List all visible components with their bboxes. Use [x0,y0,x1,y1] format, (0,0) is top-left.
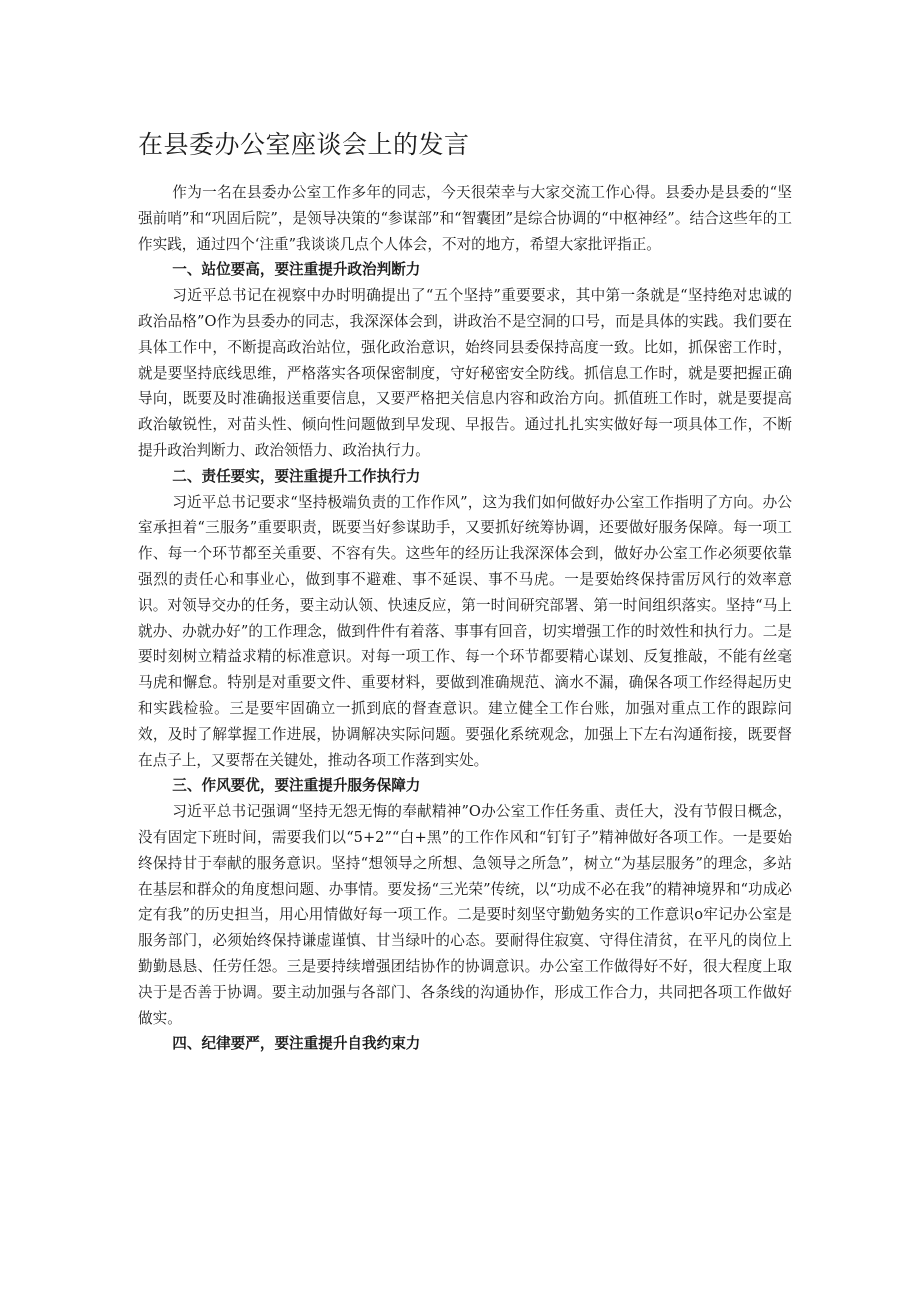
section-4-heading: 四、纪律要严，要注重提升自我约束力 [172,1035,421,1053]
document-title: 在县委办公室座谈会上的发言 [138,130,470,159]
section-1-heading: 一、站位要高，要注重提升政治判断力 [172,261,421,279]
section-3-paragraph: 习近平总书记强调“坚持无怨无悔的奉献精神”O办公室工作任务重、责任大，没有节假日概念，没有固定下班时间，需要我们以“5+2”“白+黑”的工作作风和“钉钉子”精神做好各项工作。一是要始终保持甘于奉献的服务意识。坚持“想领导之所想、急领导之所急”，树立“为基层服务”的理念，多站在基层和群众的角度想问题、办事情。要发扬“三光荣”传统，以“功成不必在我”的精神境界和“功成必定有我”的历史担当，用心用情做好每一项工作。二是要时刻坚守勤勉务实的工作意识o牢记办公室是服务部门，必须始终保持谦虚谨慎、甘当绿叶的心态。要耐得住寂寞、守得住清贫，在平凡的岗位上勤勤恳恳、任劳任怨。三是要持续增强团结协作的协调意识。办公室工作做得好不好，很大程度上取决于是否善于协调。要主动加强与各部门、各条线的沟通协作，形成工作合力，共同把各项工作做好做实。 [138,803,792,1027]
intro-paragraph: 作为一名在县委办公室工作多年的同志，今天很荣幸与大家交流工作心得。县委办是县委的“坚强前哨”和“巩固后院”，是领导决策的“参谋部”和“智囊团”是综合协调的“中枢神经”。结合这些年的工作实践，通过四个‘注重”我谈谈几点个人体会，不对的地方，希望大家批评指正。 [138,184,792,253]
section-2-paragraph: 习近平总书记要求“坚持极端负责的工作作风”，这为我们如何做好办公室工作指明了方向。办公室承担着“三服务”重要职责，既要当好参谋助手，又要抓好统筹协调，还要做好服务保障。每一项工作、每一个环节都至关重要、不容有失。这些年的经历让我深深体会到，做好办公室工作必须要依靠强烈的责任心和事业心，做到事不避难、事不延误、事不马虎。一是要始终保持雷厉风行的效率意识。对领导交办的任务，要主动认领、快速反应，第一时间研究部署、第一时间组织落实。坚持“马上就办、办就办好”的工作理念，做到件件有着落、事事有回音，切实增强工作的时效性和执行力。二是要时刻树立精益求精的标准意识。对每一项工作、每一个环节都要精心谋划、反复推敲，不能有丝毫马虎和懈怠。特别是对重要文件、重要材料，要做到准确规范、滴水不漏，确保各项工作经得起历史和实践检验。三是要牢固确立一抓到底的督查意识。建立健全工作台账，加强对重点工作的跟踪问效，及时了解掌握工作进展，协调解决实际问题。要强化系统观念，加强上下左右沟通衔接，既要督在点子上，又要帮在关键处，推动各项工作落到实处。 [138,493,792,769]
section-2-heading: 二、责任要实，要注重提升工作执行力 [172,467,421,485]
section-3-heading: 三、作风要优，要注重提升服务保障力 [172,777,421,795]
section-1-paragraph: 习近平总书记在视察中办时明确提出了“五个坚持”重要要求，其中第一条就是“坚持绝对忠诚的政治品格”O作为县委办的同志，我深深体会到，讲政治不是空洞的口号，而是具体的实践。我们要在具体工作中，不断提高政治站位，强化政治意识，始终同县委保持高度一致。比如，抓保密工作时，就是要坚持底线思维，严格落实各项保密制度，守好秘密安全防线。抓信息工作时，就是要把握正确导向，既要及时准确报送重要信息，又要严格把关信息内容和政治方向。抓值班工作时，就是要提高政治敏锐性，对苗头性、倾向性问题做到早发现、早报告。通过扎扎实实做好每一项具体工作，不断提升政治判断力、政治领悟力、政治执行力。 [138,287,792,459]
document-body [138,180,792,1057]
